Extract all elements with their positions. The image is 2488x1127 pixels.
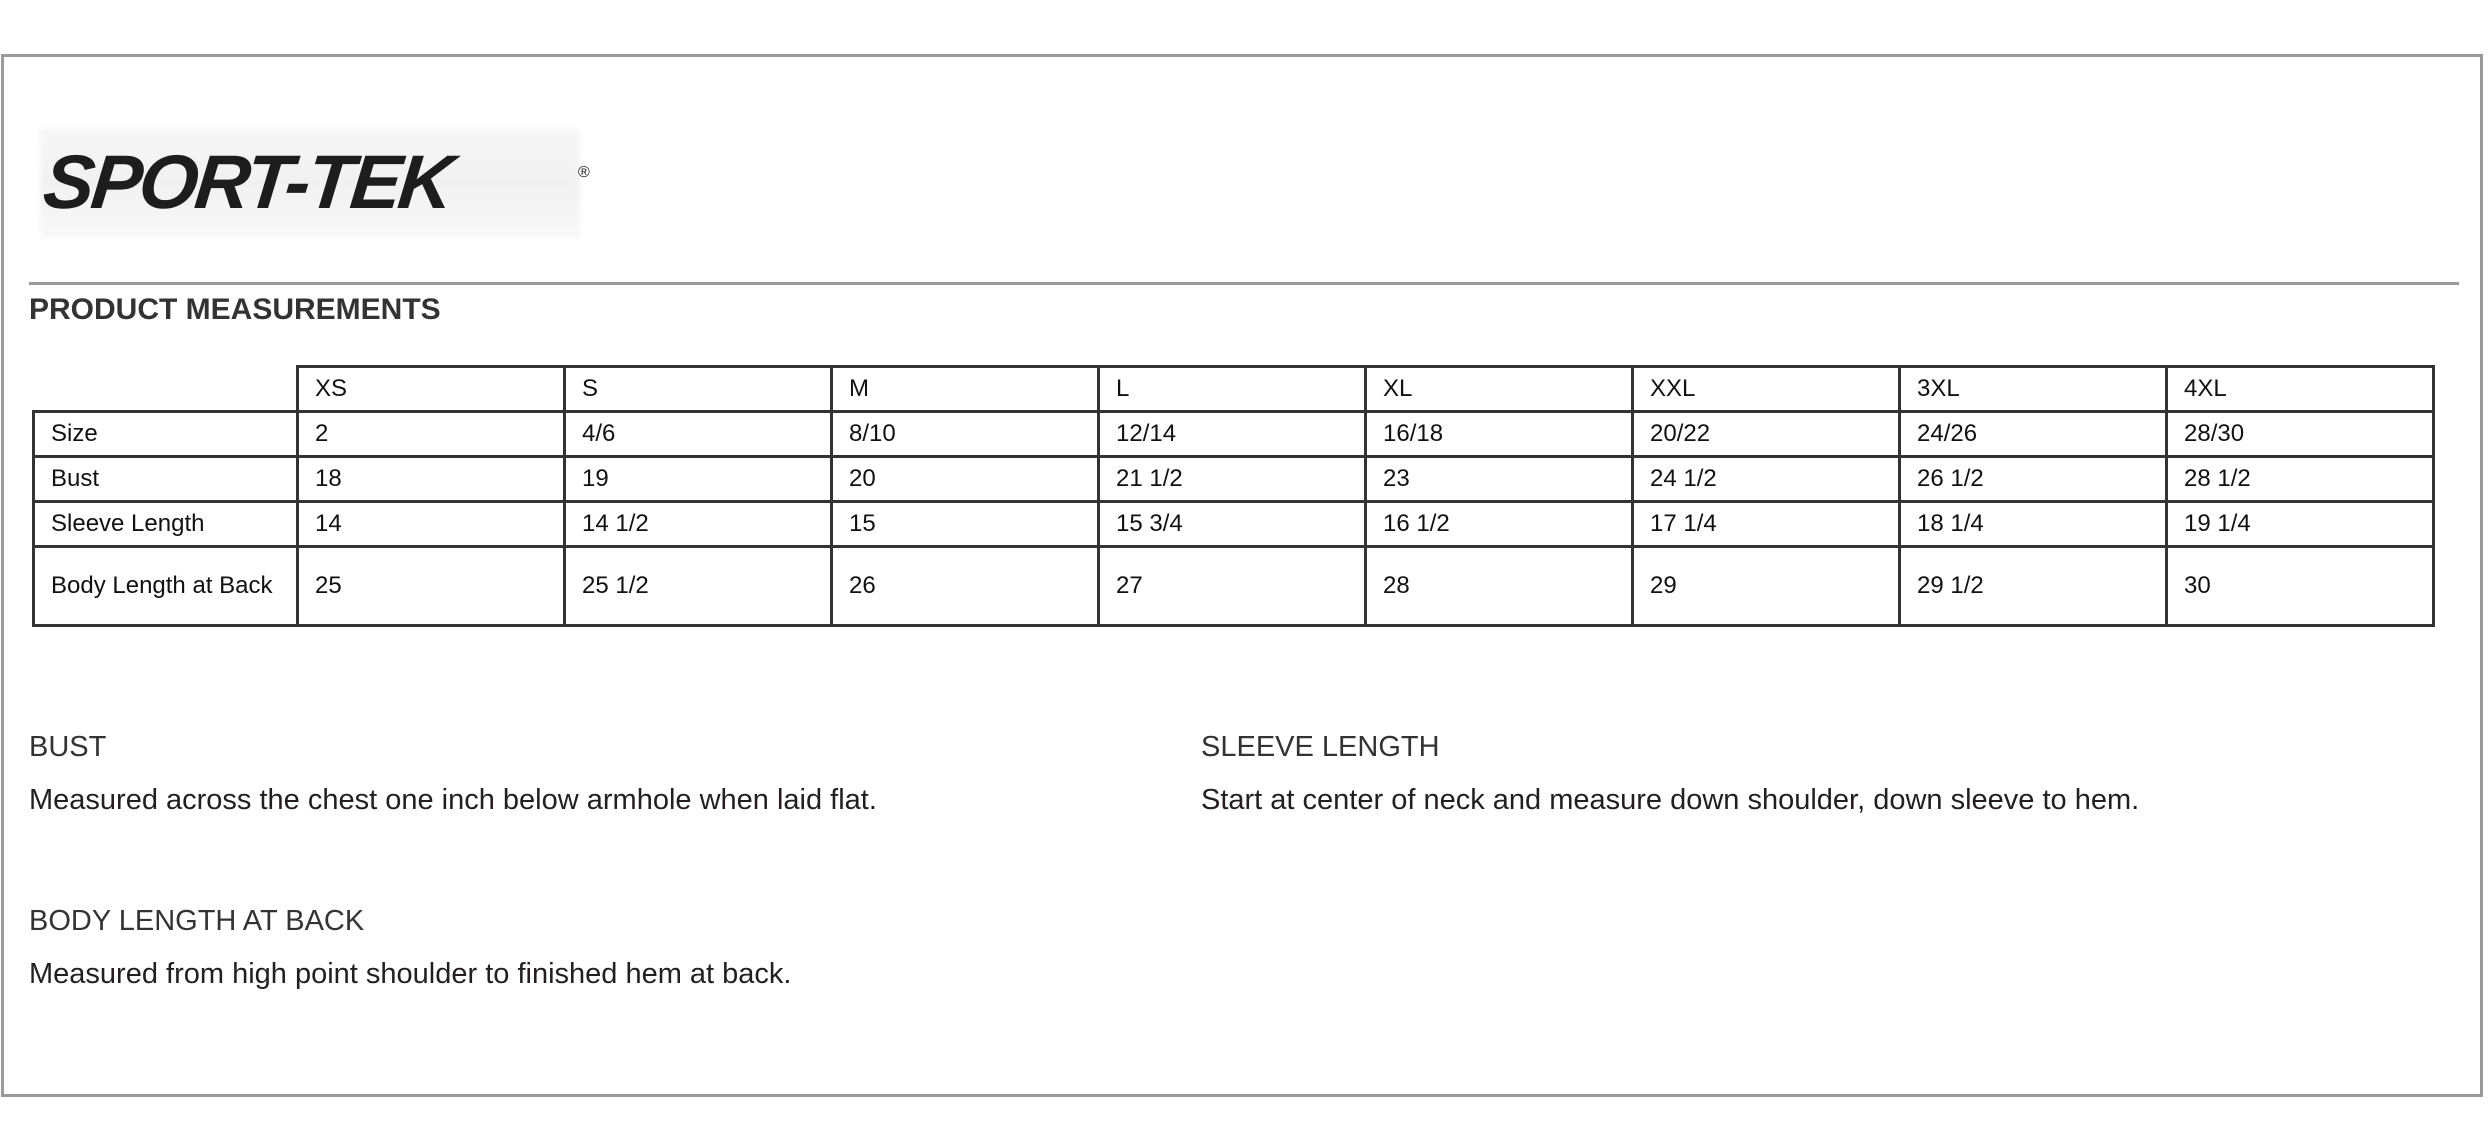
table-cell: 14	[298, 502, 565, 547]
table-cell: 12/14	[1099, 412, 1366, 457]
table-cell: 4/6	[565, 412, 832, 457]
table-header-row	[34, 367, 2434, 412]
table-cell: 8/10	[832, 412, 1099, 457]
table-cell: 24 1/2	[1633, 457, 1900, 502]
row-label: Body Length at Back	[34, 547, 298, 626]
table-cell: 14 1/2	[565, 502, 832, 547]
table-cell: 24/26	[1900, 412, 2167, 457]
table-cell: 29	[1633, 547, 1900, 626]
table-cell: 28/30	[2167, 412, 2434, 457]
table-cell: 30	[2167, 547, 2434, 626]
table-corner-cell	[34, 367, 298, 412]
column-header: XL	[1366, 367, 1633, 412]
bust-definition-title: BUST	[29, 731, 107, 763]
table-cell: 15 3/4	[1099, 502, 1366, 547]
table-cell: 20	[832, 457, 1099, 502]
table-cell: 21 1/2	[1099, 457, 1366, 502]
body-length-definition-title: BODY LENGTH AT BACK	[29, 905, 365, 937]
table-cell: 28	[1366, 547, 1633, 626]
bust-definition-text: Measured across the chest one inch below armhole when laid flat.	[29, 784, 877, 816]
registered-mark: ®	[578, 164, 590, 181]
logo-wordmark: SPORT-TEK	[39, 140, 456, 225]
table-row	[34, 412, 2434, 457]
sleeve-length-definition-text: Start at center of neck and measure down shoulder, down sleeve to hem.	[1201, 784, 2140, 816]
table-cell: 25	[298, 547, 565, 626]
table-row	[34, 547, 2434, 626]
row-label: Size	[34, 412, 298, 457]
body-length-definition-text: Measured from high point shoulder to finished hem at back.	[29, 958, 792, 990]
table-cell: 17 1/4	[1633, 502, 1900, 547]
row-label: Sleeve Length	[34, 502, 298, 547]
header-divider	[29, 282, 2459, 285]
sleeve-length-definition-title: SLEEVE LENGTH	[1201, 731, 1440, 763]
measurements-table	[32, 365, 2435, 627]
table-cell: 23	[1366, 457, 1633, 502]
table-row	[34, 457, 2434, 502]
column-header: XS	[298, 367, 565, 412]
column-header: S	[565, 367, 832, 412]
table-cell: 26 1/2	[1900, 457, 2167, 502]
column-header: L	[1099, 367, 1366, 412]
sport-tek-logo	[39, 128, 590, 238]
column-header: XXL	[1633, 367, 1900, 412]
table-cell: 18 1/4	[1900, 502, 2167, 547]
table-cell: 26	[832, 547, 1099, 626]
table-cell: 19	[565, 457, 832, 502]
table-cell: 16 1/2	[1366, 502, 1633, 547]
row-label: Bust	[34, 457, 298, 502]
column-header: 3XL	[1900, 367, 2167, 412]
table-cell: 28 1/2	[2167, 457, 2434, 502]
section-title: PRODUCT MEASUREMENTS	[29, 293, 441, 326]
table-row	[34, 502, 2434, 547]
table-cell: 19 1/4	[2167, 502, 2434, 547]
table-cell: 20/22	[1633, 412, 1900, 457]
column-header: 4XL	[2167, 367, 2434, 412]
table-cell: 16/18	[1366, 412, 1633, 457]
table-cell: 27	[1099, 547, 1366, 626]
table-cell: 15	[832, 502, 1099, 547]
table-cell: 2	[298, 412, 565, 457]
column-header: M	[832, 367, 1099, 412]
table-cell: 25 1/2	[565, 547, 832, 626]
table-cell: 18	[298, 457, 565, 502]
table-cell: 29 1/2	[1900, 547, 2167, 626]
